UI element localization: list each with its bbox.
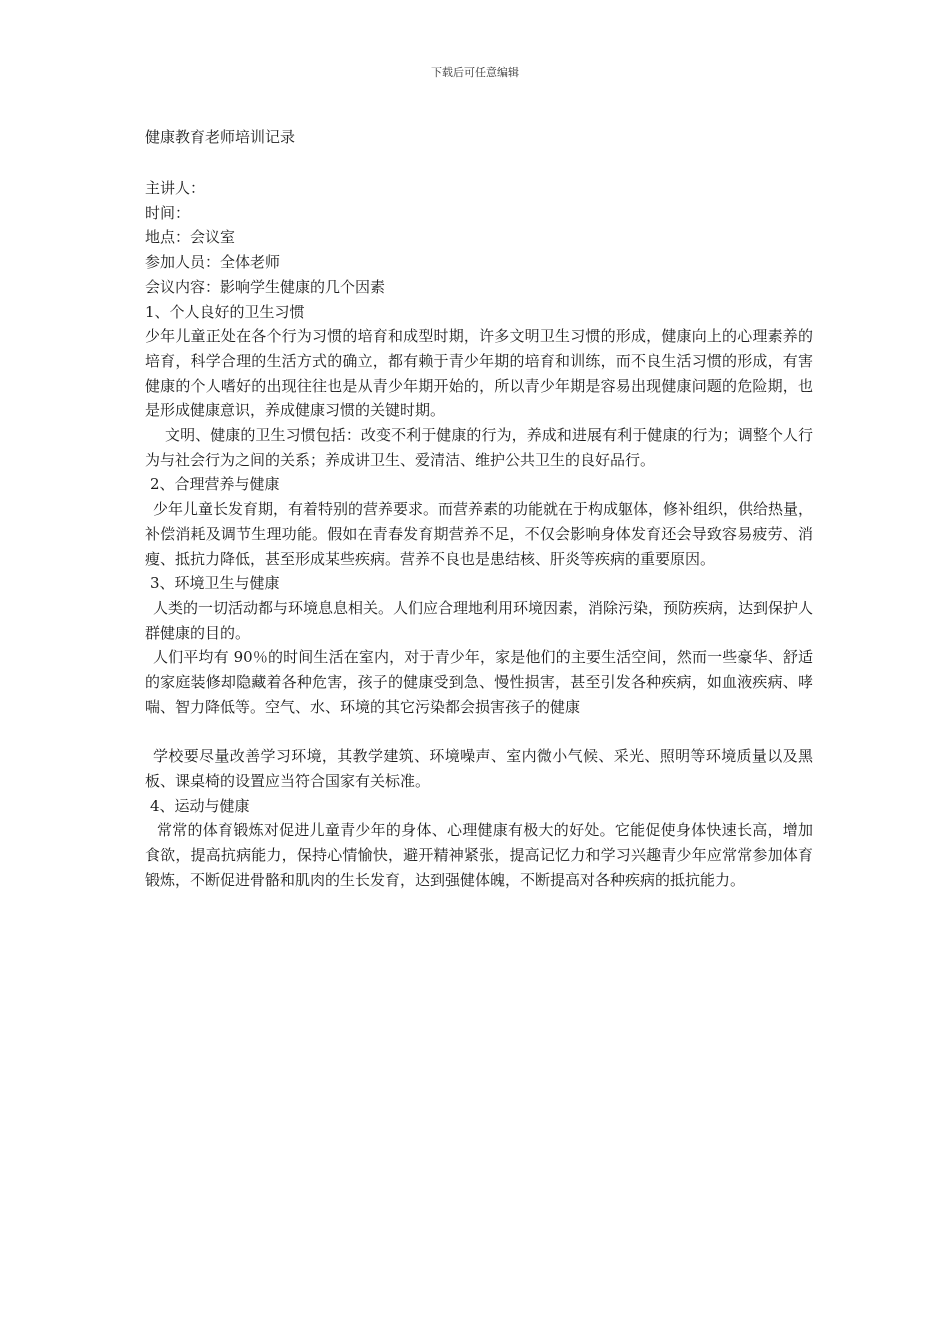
section-2-heading: 2、合理营养与健康 xyxy=(150,475,280,494)
meta-content: 会议内容：影响学生健康的几个因素 xyxy=(145,277,386,296)
meta-participants: 参加人员：全体老师 xyxy=(145,253,281,272)
blank-line xyxy=(145,719,813,744)
header-note: 下载后可任意编辑 xyxy=(431,66,519,79)
meta-time: 时间： xyxy=(145,203,191,222)
section-4-heading: 4、运动与健康 xyxy=(150,796,250,815)
section-4-paragraph-1: 常常的体育锻炼对促进儿童青少年的身体、心理健康有极大的好处。它能促使身体快速长高，增加食欲，提高抗病能力，保持心情愉快，避开精神紧张，提高记忆力和学习兴趣青少年应常常参加体育锻炼，不断促进骨骼和肌肉的生长发育，达到强健体魄，不断提高对各种疾病的抵抗能力。 xyxy=(145,821,813,889)
document-body xyxy=(145,124,813,892)
section-2-paragraph-1: 少年儿童长发育期，有着特别的营养要求。而营养素的功能就在于构成躯体，修补组织，供给热量，补偿消耗及调节生理功能。假如在青春发育期营养不足，不仅会影响身体发育还会导致容易疲劳、消瘦、抵抗力降低，甚至形成某些疾病。营养不良也是患结核、肝炎等疾病的重要原因。 xyxy=(145,500,814,568)
meta-location: 地点：会议室 xyxy=(145,228,236,247)
section-1-paragraph-1: 少年儿童正处在各个行为习惯的培育和成型时期，许多文明卫生习惯的形成，健康向上的心理素养的培育，科学合理的生活方式的确立，都有赖于青少年期的培育和训练，而不良生活习惯的形成，有害健康的个人嗜好的出现往往也是从青少年期开始的，所以青少年期是容易出现健康问题的危险期，也是形成健康意识，养成健康习惯的关键时期。 xyxy=(145,327,813,420)
section-3-paragraph-1: 人类的一切活动都与环境息息相关。人们应合理地利用环境因素，消除污染，预防疾病，达到保护人群健康的目的。 xyxy=(145,598,814,642)
section-3-paragraph-2: 人们平均有 90％的时间生活在室内，对于青少年，家是他们的主要生活空间，然而一些豪华、舒适的家庭装修却隐藏着各种危害，孩子的健康受到急、慢性损害，甚至引发各种疾病，如血液疾病、哮喘、智力降低等。空气、水、环境的其它污染都会损害孩子的健康 xyxy=(145,648,813,716)
meta-speaker: 主讲人： xyxy=(145,179,206,197)
section-1-heading: 1、个人良好的卫生习惯 xyxy=(145,302,305,321)
section-3-heading: 3、环境卫生与健康 xyxy=(150,574,280,593)
document-title: 健康教育老师培训记录 xyxy=(145,128,296,146)
section-3-paragraph-3: 学校要尽量改善学习环境，其教学建筑、环境噪声、室内微小气候、采光、照明等环境质量以及黑板、课桌椅的设置应当符合国家有关标准。 xyxy=(145,747,813,790)
section-1-paragraph-2: 文明、健康的卫生习惯包括：改变不利于健康的行为，养成和进展有利于健康的行为；调整个人行为与社会行为之间的关系；养成讲卫生、爱清洁、维护公共卫生的良好品行。 xyxy=(145,426,813,469)
